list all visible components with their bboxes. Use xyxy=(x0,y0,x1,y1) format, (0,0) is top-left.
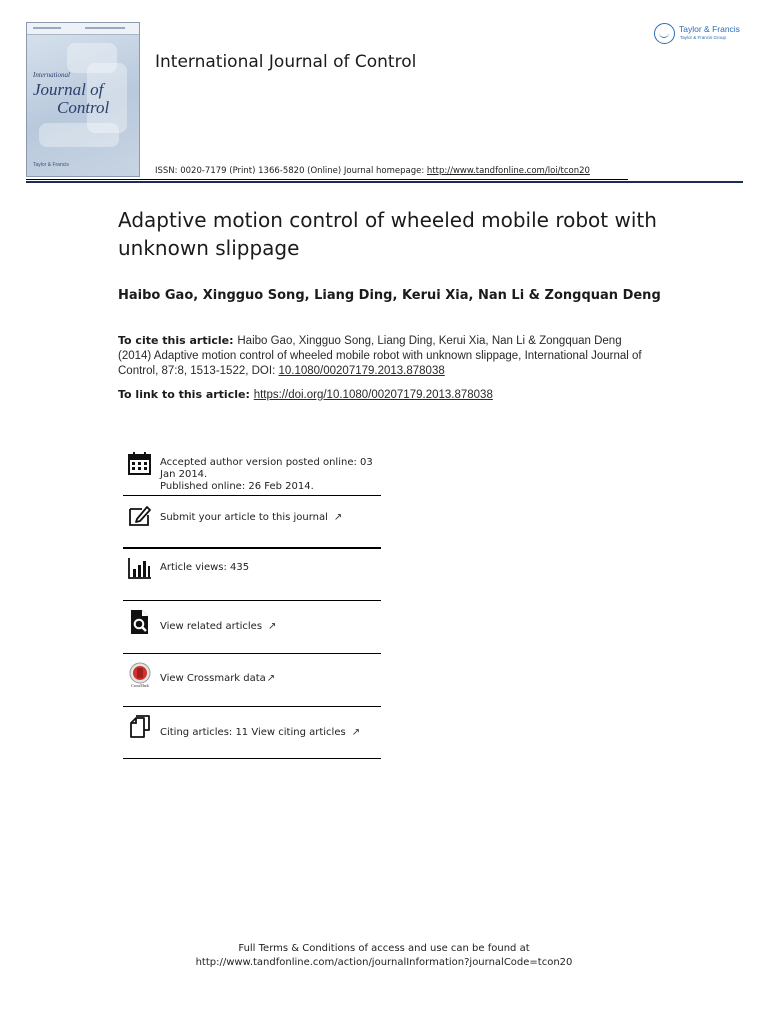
published-date: Published online: 26 Feb 2014. xyxy=(160,481,314,492)
search-document-icon xyxy=(127,609,153,635)
external-link-icon: ↗ xyxy=(268,621,277,632)
bar-chart-icon xyxy=(127,555,153,581)
external-link-icon: ↗ xyxy=(333,512,343,523)
article-authors: Haibo Gao, Xingguo Song, Liang Ding, Kerui Xia, Nan Li & Zongquan Deng xyxy=(118,288,661,303)
article-doi-link[interactable]: https://doi.org/10.1080/00207179.2013.878038 xyxy=(253,389,493,401)
header-rule-thick xyxy=(26,181,743,183)
issn-text: ISSN: 0020-7179 (Print) 1366-5820 (Online) Journal homepage: xyxy=(155,166,427,176)
journal-homepage-link[interactable]: http://www.tandfonline.com/loi/tcon20 xyxy=(426,166,590,176)
accepted-date: Accepted author version posted online: 03 Jan 2014. xyxy=(160,457,373,480)
related-articles-link[interactable] xyxy=(123,601,381,653)
crossmark-icon xyxy=(127,662,153,688)
citation-block xyxy=(118,334,648,379)
citing-articles-link[interactable] xyxy=(123,707,381,759)
cover-publisher-mark: Taylor & Francis xyxy=(33,162,69,168)
publisher-tagline: Taylor & Francis Group xyxy=(680,35,727,40)
cover-top-strip xyxy=(27,23,139,35)
article-views xyxy=(123,550,381,600)
article-link-line xyxy=(118,388,678,401)
cover-title-line3: Control xyxy=(57,98,110,117)
journal-title: International Journal of Control xyxy=(155,52,417,72)
publisher-logo xyxy=(654,22,746,48)
article-views-label: Article views: 435 xyxy=(160,562,250,573)
cover-title-line2: Journal of xyxy=(33,80,104,99)
external-link-icon: ↗ xyxy=(351,727,361,738)
link-label: To link to this article: xyxy=(118,388,254,401)
cite-text: Haibo Gao, Xingguo Song, Liang Ding, Kerui Xia, Nan Li & Zongquan Deng (2014) Adaptive motion control of wheeled mobile robot with unknown slippage, International Journal of Control, 87:8, 1513-1522, DOI: xyxy=(118,335,642,377)
terms-text: Full Terms & Conditions of access and use can be found at xyxy=(238,943,530,954)
edit-icon xyxy=(127,503,153,529)
cover-title-line1: International xyxy=(33,71,70,79)
submit-article-link[interactable] xyxy=(123,496,381,546)
related-articles-label: View related articles xyxy=(160,621,263,632)
cite-label: To cite this article: xyxy=(118,334,238,347)
header-rule-thin xyxy=(26,179,628,180)
citing-articles-icon xyxy=(127,714,153,740)
article-title: Adaptive motion control of wheeled mobile robot with unknown slippage xyxy=(118,208,657,260)
citing-articles-label: Citing articles: 11 View citing articles xyxy=(160,727,346,738)
cite-doi-link[interactable]: 10.1080/00207179.2013.878038 xyxy=(278,365,445,377)
publisher-name: Taylor & Francis xyxy=(679,24,740,34)
issn-line xyxy=(155,166,590,176)
submit-article-label: Submit your article to this journal xyxy=(160,512,328,523)
publisher-logo-icon xyxy=(654,23,675,44)
external-link-icon: ↗ xyxy=(266,673,276,684)
crossmark-label: View Crossmark data xyxy=(160,673,266,684)
info-divider xyxy=(123,758,381,759)
info-divider xyxy=(123,547,381,549)
terms-footer xyxy=(0,942,768,970)
journal-cover-image xyxy=(26,22,140,177)
crossmark-link[interactable] xyxy=(123,654,381,706)
calendar-icon xyxy=(127,451,153,477)
publication-dates xyxy=(123,450,381,495)
crossmark-logo-text: CrossMark xyxy=(131,683,149,688)
terms-link[interactable]: http://www.tandfonline.com/action/journalInformation?journalCode=tcon20 xyxy=(195,957,573,968)
